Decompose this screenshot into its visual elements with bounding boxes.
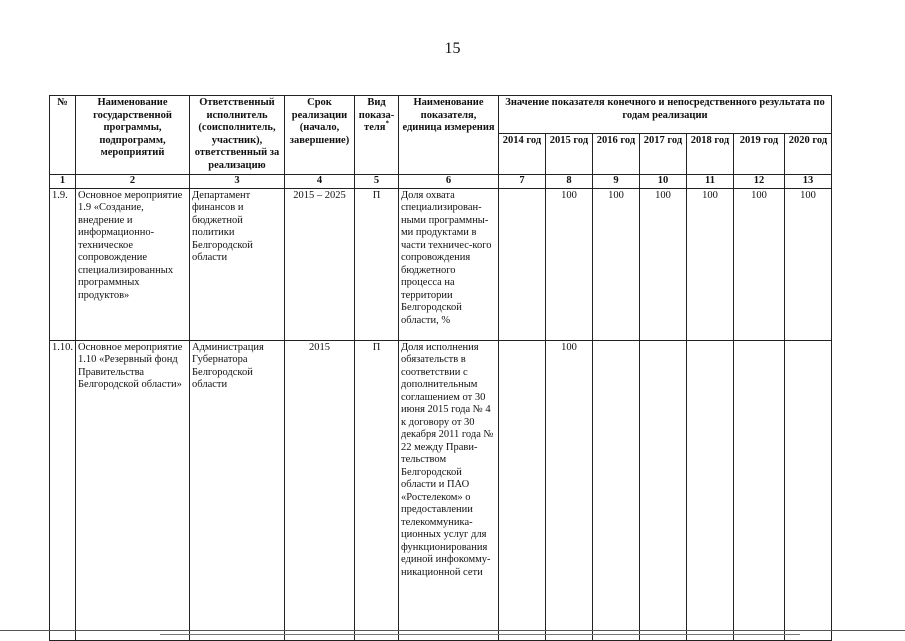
header-year: 2017 год: [640, 134, 687, 175]
column-number: 11: [687, 175, 734, 189]
row-value: 100: [734, 188, 785, 340]
row-indicator: Доля охвата специализирован-ными программны-ми продуктами в части техничес-кого сопровождения бюджетного процесса на территории Белгородской области, %: [399, 188, 499, 340]
column-number: 8: [546, 175, 593, 189]
row-value: [785, 340, 832, 640]
row-type: П: [355, 188, 399, 340]
row-executor: Администрация Губернатора Белгородской области: [190, 340, 285, 640]
column-number: 7: [499, 175, 546, 189]
row-value: 100: [546, 340, 593, 640]
header-type-text: Вид показа-теля: [358, 97, 395, 133]
table-row: [50, 340, 832, 640]
row-number: 1.10.: [50, 340, 76, 640]
column-number: 3: [190, 175, 285, 189]
header-year: 2015 год: [546, 134, 593, 175]
column-number: 6: [399, 175, 499, 189]
row-value: [593, 340, 640, 640]
column-number: 12: [734, 175, 785, 189]
row-value: [734, 340, 785, 640]
header-name: Наименование государственной программы, подпрограмм, мероприятий: [76, 96, 190, 175]
column-number: 10: [640, 175, 687, 189]
row-type: П: [355, 340, 399, 640]
column-number: 5: [355, 175, 399, 189]
row-value: 100: [785, 188, 832, 340]
row-term: 2015 – 2025: [285, 188, 355, 340]
row-value: 100: [593, 188, 640, 340]
row-value: [499, 340, 546, 640]
header-values-group: Значение показателя конечного и непосредственного результата по годам реализации: [499, 96, 832, 134]
row-name: Основное мероприятие 1.9 «Создание, внедрение и информационно-техническое сопровождение специализированных программных продуктов»: [76, 188, 190, 340]
scan-edge-line: [160, 634, 800, 635]
header-year: 2018 год: [687, 134, 734, 175]
scan-edge-line: [0, 630, 905, 631]
row-name: Основное мероприятие 1.10 «Резервный фонд Правительства Белгородской области»: [76, 340, 190, 640]
page-number: 15: [444, 40, 461, 57]
header-year: 2016 год: [593, 134, 640, 175]
row-indicator: Доля исполнения обязательств в соответствии с дополнительным соглашением от 30 июня 2015 года № 4 к договору от 30 декабря 2011 года № 22 между Прави-тельством Белгородской области и ПАО «Ростелеком» о предоставлении телекоммуника-ционных услуг для функционирования единой инфокомму-никационной сети: [399, 340, 499, 640]
row-value: 100: [640, 188, 687, 340]
header-type-footnote: *: [385, 119, 389, 128]
table-row: [50, 188, 832, 340]
indicators-table: [49, 95, 832, 641]
column-number: 1: [50, 175, 76, 189]
row-executor: Департамент финансов и бюджетной политики Белгородской области: [190, 188, 285, 340]
row-value: [499, 188, 546, 340]
header-year: 2014 год: [499, 134, 546, 175]
row-value: 100: [546, 188, 593, 340]
row-number: 1.9.: [50, 188, 76, 340]
header-year: 2020 год: [785, 134, 832, 175]
column-number: 9: [593, 175, 640, 189]
header-term: Срок реализации (начало, завершение): [285, 96, 355, 175]
column-number: 4: [285, 175, 355, 189]
header-no: №: [50, 96, 76, 175]
row-value: 100: [687, 188, 734, 340]
header-type: [355, 96, 399, 175]
column-number: 2: [76, 175, 190, 189]
header-indicator: Наименование показателя, единица измерения: [399, 96, 499, 175]
row-value: [640, 340, 687, 640]
header-year: 2019 год: [734, 134, 785, 175]
row-term: 2015: [285, 340, 355, 640]
header-executor: Ответственный исполнитель (соисполнитель, участник), ответственный за реализацию: [190, 96, 285, 175]
column-number: 13: [785, 175, 832, 189]
column-numbers-row: [50, 175, 832, 189]
row-value: [687, 340, 734, 640]
